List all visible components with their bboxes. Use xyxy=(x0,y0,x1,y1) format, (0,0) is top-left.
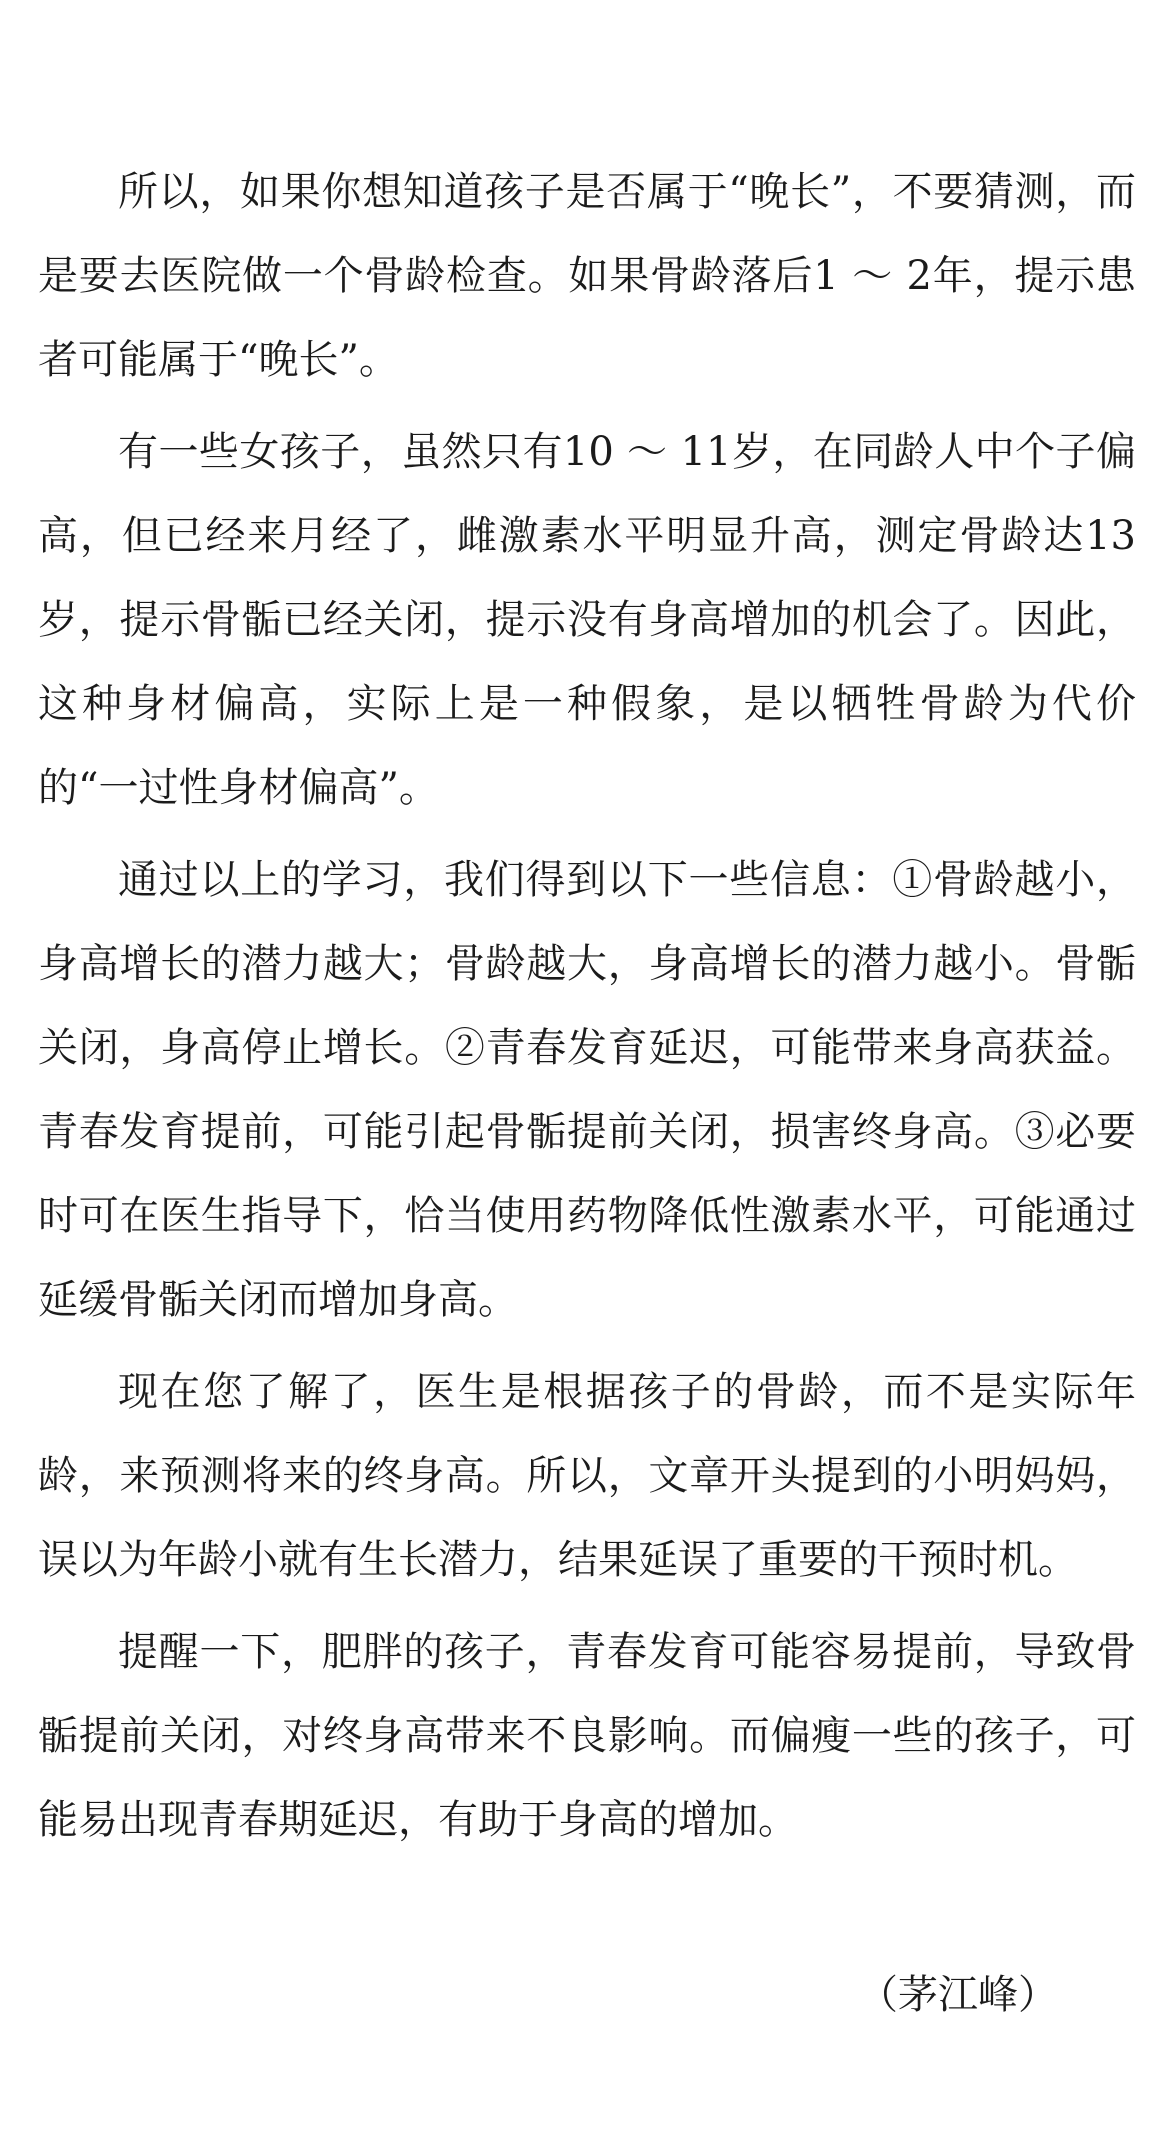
paragraph-false-tall: 有一些女孩子，虽然只有10 ～ 11岁，在同龄人中个子偏高，但已经来月经了，雌激素水平明显升高，测定骨龄达13岁，提示骨骺已经关闭，提示没有身高增加的机会了。因此，这种身材偏高，实际上是一种假象，是以牺牲骨龄为代价的“一过性身材偏高”。 xyxy=(38,429,1136,811)
paragraph-doctor-prediction: 现在您了解了，医生是根据孩子的骨龄，而不是实际年龄，来预测将来的终身高。所以，文章开头提到的小明妈妈，误以为年龄小就有生长潜力，结果延误了重要的干预时机。 xyxy=(38,1369,1136,1583)
paragraph-reminder: 提醒一下，肥胖的孩子，青春发育可能容易提前，导致骨骺提前关闭，对终身高带来不良影响。而偏瘦一些的孩子，可能易出现青春期延迟，有助于身高的增加。 xyxy=(38,1629,1136,1843)
article-body xyxy=(38,150,1136,1862)
author-byline: （茅江峰） xyxy=(858,1972,1058,2018)
paragraph-bone-age-check: 所以，如果你想知道孩子是否属于“晚长”，不要猜测，而是要去医院做一个骨龄检查。如果骨龄落后1 ～ 2年，提示患者可能属于“晚长”。 xyxy=(38,169,1136,383)
paragraph-summary-points: 通过以上的学习，我们得到以下一些信息：①骨龄越小，身高增长的潜力越大；骨龄越大，身高增长的潜力越小。骨骺关闭，身高停止增长。②青春发育延迟，可能带来身高获益。青春发育提前，可能引起骨骺提前关闭，损害终身高。③必要时可在医生指导下，恰当使用药物降低性激素水平，可能通过延缓骨骺关闭而增加身高。 xyxy=(38,857,1136,1323)
